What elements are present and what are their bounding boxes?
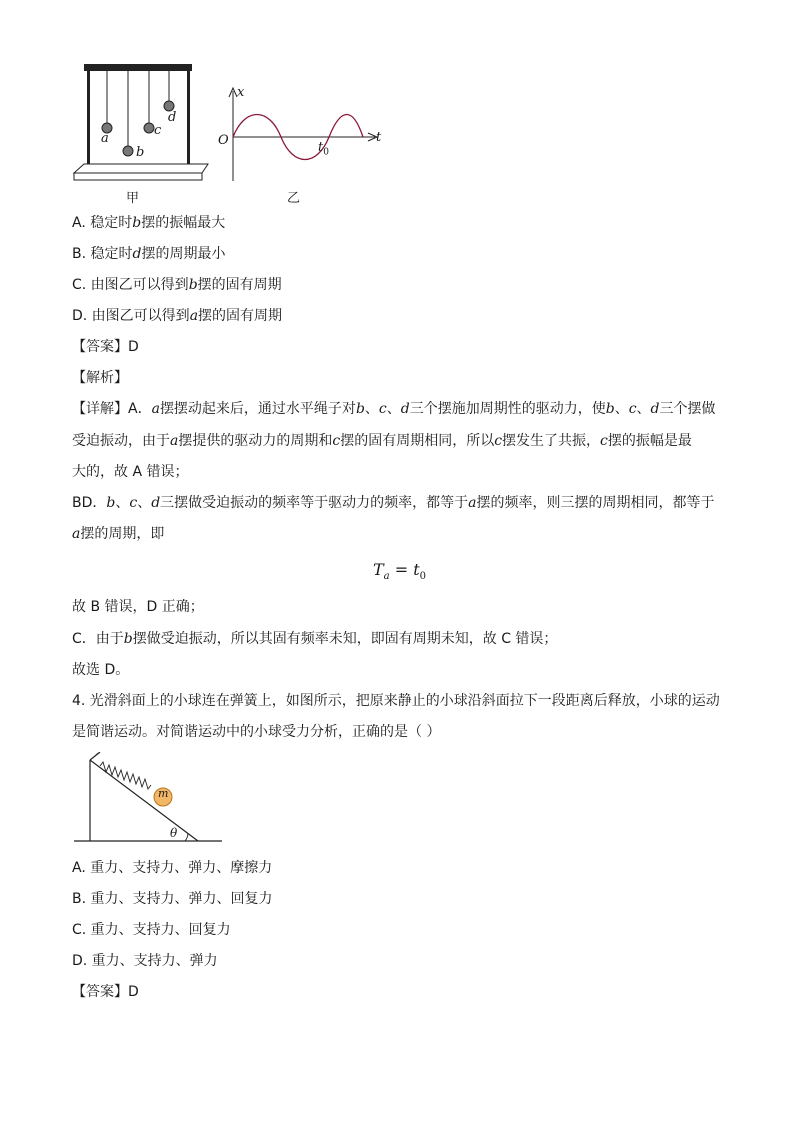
q3-detail-line-2: 受迫振动，由于a摆提供的驱动力的周期和c摆的固有周期相同，所以c摆发生了共振，c摆的振幅是最 xyxy=(72,433,692,449)
axis-x-label: x xyxy=(237,85,245,100)
q3-answer: 【答案】D xyxy=(72,339,139,355)
t0-label: $t_0$ xyxy=(318,140,329,158)
origin-label: O xyxy=(218,133,229,148)
label-b: b xyxy=(136,145,145,160)
q3-detail-line-5: a摆的周期，即 xyxy=(72,526,165,542)
q4-stem-line-1: 4. 光滑斜面上的小球连在弹簧上，如图所示，把原来静止的小球沿斜面拉下一段距离后释放，小球的运动 xyxy=(72,693,720,709)
axis-t-label: t xyxy=(376,130,382,145)
q4-option-d: D. 重力、支持力、弹力 xyxy=(72,953,218,969)
q3-option-a: A. 稳定时b摆的振幅最大 xyxy=(72,215,226,231)
q4-answer: 【答案】D xyxy=(72,984,139,1000)
q3-option-b: B. 稳定时d摆的周期最小 xyxy=(72,246,226,262)
q3-option-c: C. 由图乙可以得到b摆的固有周期 xyxy=(72,277,282,293)
q3-detail-line-1: 【详解】A．a摆摆动起来后，通过水平绳子对b、c、d三个摆施加周期性的驱动力，使b、c、d三个摆做 xyxy=(72,401,716,417)
ball-label-m: m xyxy=(158,787,169,800)
q3-detail-line-7: C．由于b摆做受迫振动，所以其固有频率未知，即固有周期未知，故 C 错误； xyxy=(72,631,558,647)
q3-detail-line-4: BD．b、c、d三摆做受迫振动的频率等于驱动力的频率，都等于a摆的频率，则三摆的周期相同，都等于 xyxy=(72,495,715,511)
angle-label-theta: θ xyxy=(170,826,178,840)
caption-yi: 乙 xyxy=(287,191,301,206)
q4-option-a: A. 重力、支持力、弹力、摩擦力 xyxy=(72,860,273,876)
q3-analysis-heading: 【解析】 xyxy=(72,370,128,386)
q4-stem-line-2: 是简谐运动。对简谐运动中的小球受力分析，正确的是（ ） xyxy=(72,724,441,740)
figure-incline-spring xyxy=(72,752,224,848)
q4-option-b: B. 重力、支持力、弹力、回复力 xyxy=(72,891,273,907)
q3-detail-line-6: 故 B 错误，D 正确； xyxy=(72,599,204,615)
q3-detail-line-8: 故选 D。 xyxy=(72,662,130,678)
label-a: a xyxy=(101,131,109,146)
caption-jia: 甲 xyxy=(126,191,140,206)
q4-option-c: C. 重力、支持力、回复力 xyxy=(72,922,231,938)
figure-jia-pendulums xyxy=(70,60,215,190)
q3-option-d: D. 由图乙可以得到a摆的固有周期 xyxy=(72,308,283,324)
label-d: d xyxy=(168,110,177,125)
label-c: c xyxy=(154,123,162,138)
q3-detail-line-3: 大的，故 A 错误； xyxy=(72,464,189,480)
figure-yi-xt-graph xyxy=(225,85,385,185)
formula-ta-equals-t0: $T_a = t_0$ xyxy=(373,560,427,583)
